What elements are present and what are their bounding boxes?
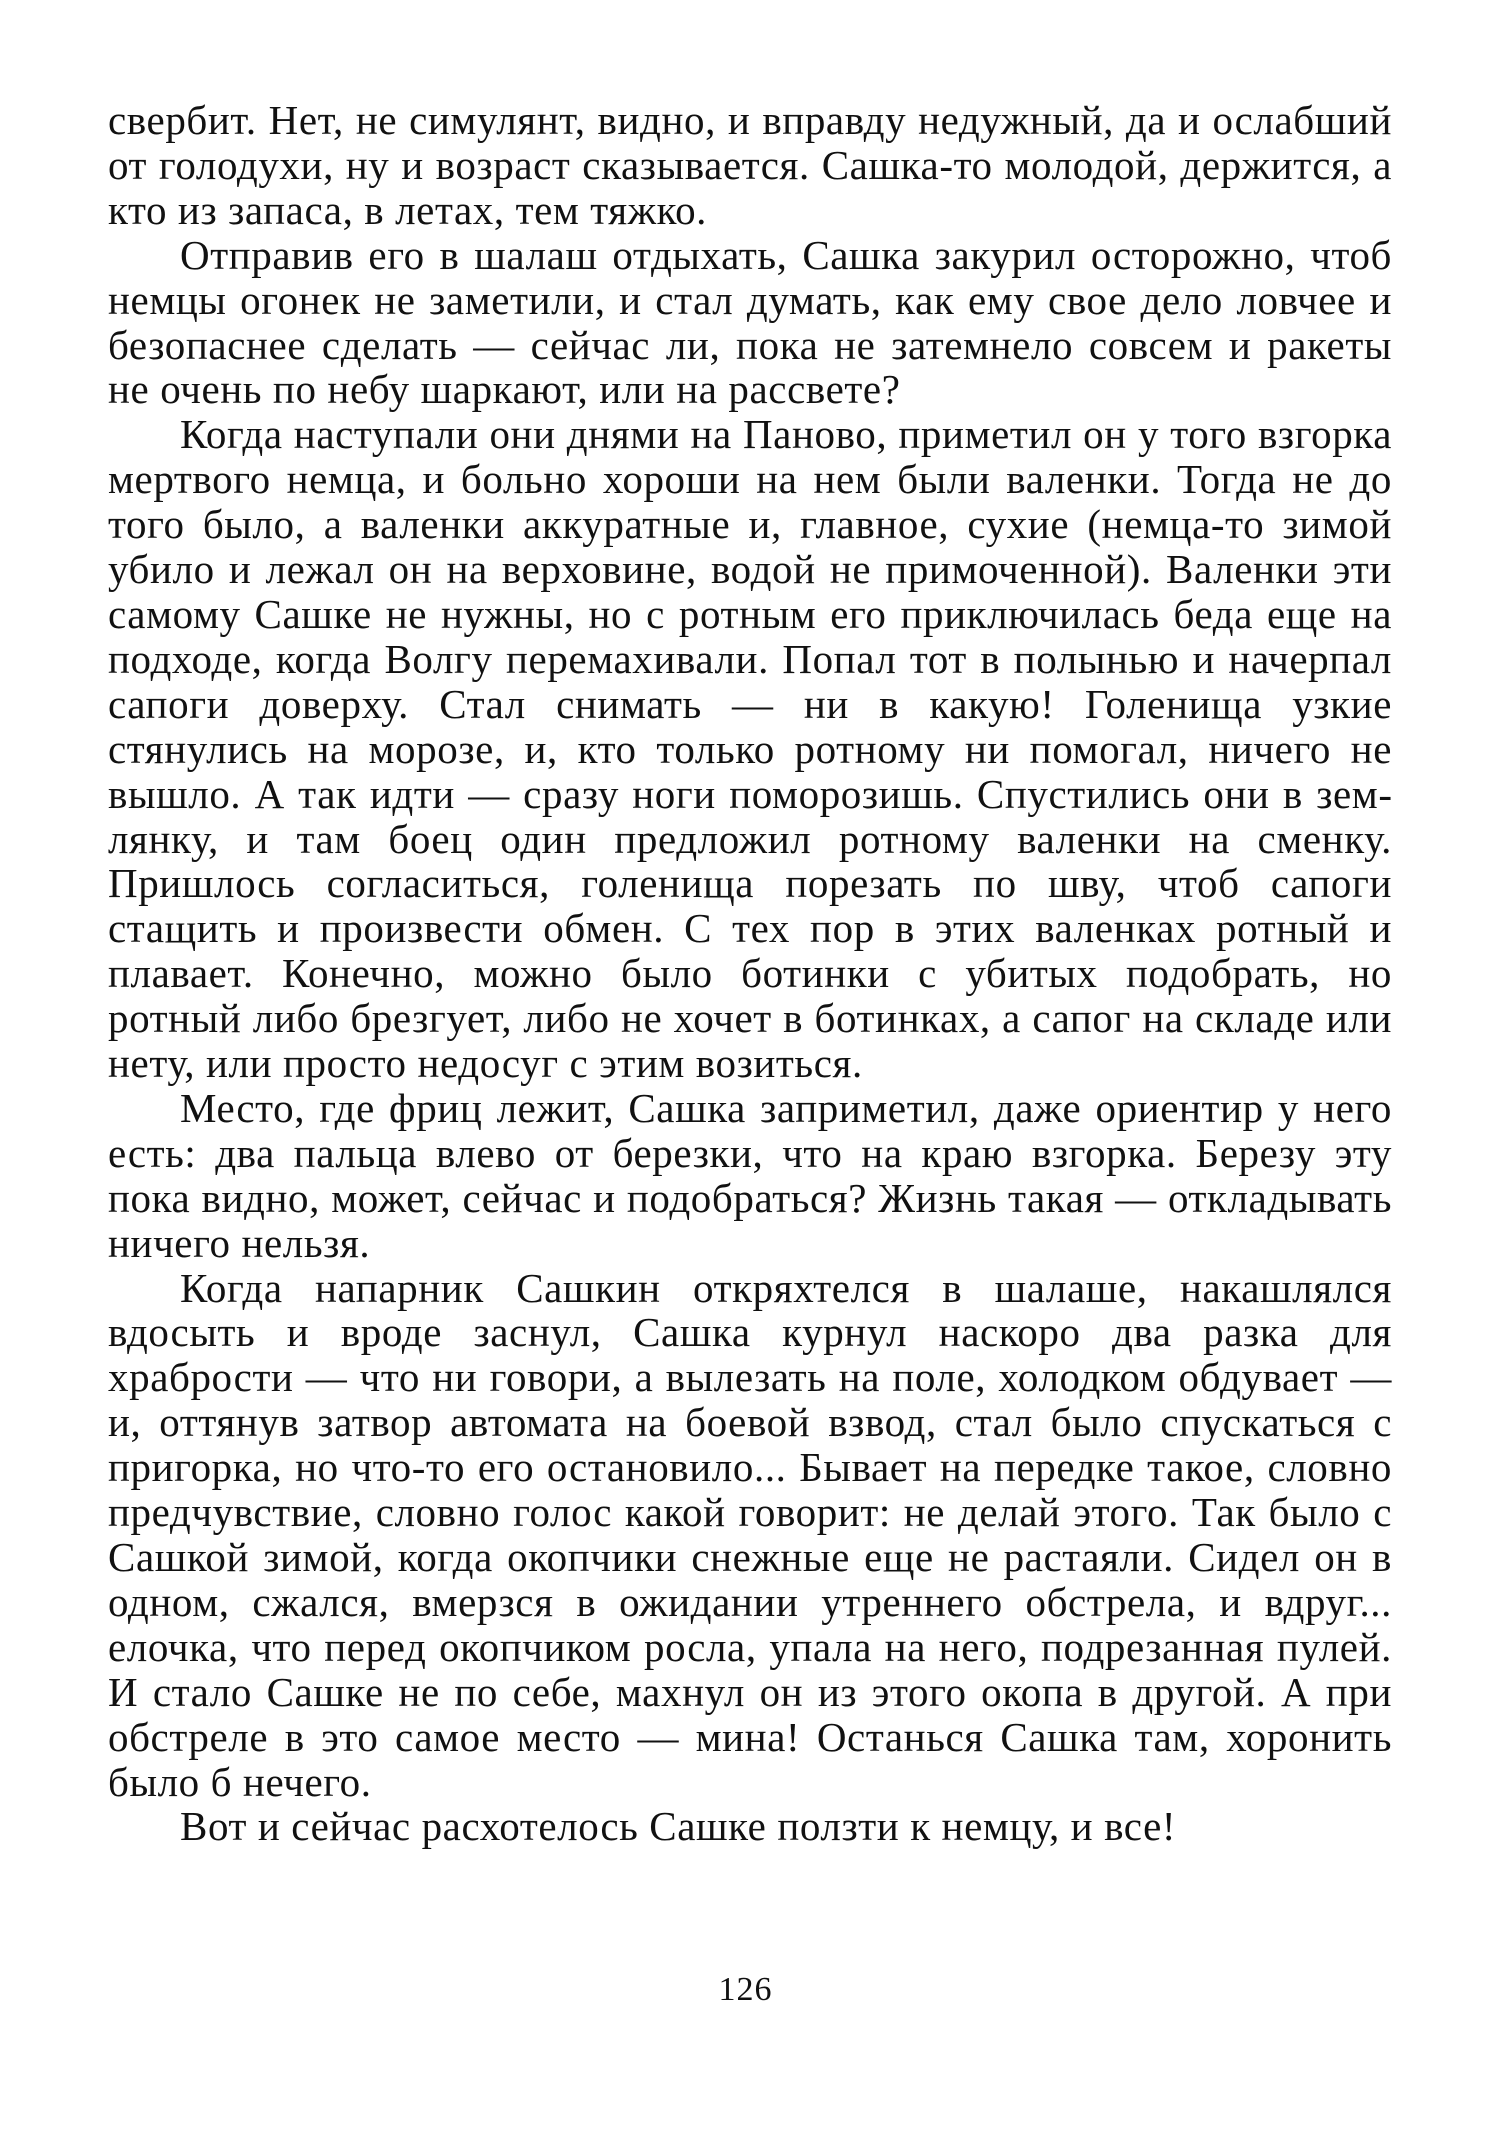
paragraph: Место, где фриц лежит, Сашка заприметил, даже ориентир у него есть: два пальца влево от березки, что на краю взгорка. Березу эту пока видно, может, сейчас и подобраться? Жизнь такая — откладывать ничего нельзя. [108,1084,1392,1266]
paragraph: Когда наступали они днями на Паново, приметил он у того взгорка мертвого немца, и больно хороши на нем были валенки. Тогда не до того было, а валенки аккуратные и, главное, сухие (немца-то зимой убило и лежал он на верховине, водой не примоченной). Валенки эти самому Сашке не нужны, но с ротным его приключилась беда еще на подходе, когда Волгу перемахивали. Попал тот в полынью и начерпал сапоги доверху. Стал снимать — ни в какую! Голенища узкие стянулись на морозе, и, кто только ротному ни помогал, ничего не вышло. А так идти — сразу ноги поморозишь. Спустились они в землянку, и там боец один предложил ротному валенки на сменку. Пришлось согласиться, голенища порезать по шву, чтоб сапоги стащить и произвести обмен. С тех пор в этих валенках ротный и плавает. Конечно, можно было ботинки с убитых подобрать, но ротный либо брезгует, либо не хочет в ботинках, а сапог на складе или нету, или просто недосуг с этим возиться. [108,411,1392,1087]
page-number: 126 [718,1971,773,2008]
body-text [108,98,1392,1849]
paragraph: Когда напарник Сашкин откряхтелся в шалаше, накашлялся вдосыть и вроде заснул, Сашка курнул наскоро два разка для храбрости — что ни говори, а вылезать на поле, холодком обдувает — и, оттянув затвор автомата на боевой взвод, стал было спускаться с пригорка, но что-то его остановило... Бывает на передке такое, словно предчувствие, словно голос какой говорит: не делай этого. Так было с Сашкой зимой, когда окопчики снежные еще не растаяли. Сидел он в одном, сжался, вмерзся в ожидании утреннего обстрела, и вдруг... елочка, что перед окопчиком росла, упала на него, подрезанная пулей. И стало Сашке не по себе, махнул он из этого окопа в другой. А при обстреле в это самое место — мина! Останься Сашка там, хоронить было б нечего. [108,1264,1392,1805]
paragraph-continuation: свербит. Нет, не симулянт, видно, и вправду недужный, да и ослабший от голодухи, ну и возраст сказывается. Сашка-то молодой, держится, а кто из запаса, в летах, тем тяжко. [108,97,1392,233]
paragraph: Отправив его в шалаш отдыхать, Сашка закурил осторожно, чтоб немцы огонек не заметили, и стал думать, как ему свое дело ловчее и безопаснее сделать — сейчас ли, пока не затемнело совсем и ракеты не очень по небу шаркают, или на рассвете? [108,231,1392,413]
paragraph: Вот и сейчас расхотелось Сашке ползти к немцу, и все! [180,1803,1177,1850]
